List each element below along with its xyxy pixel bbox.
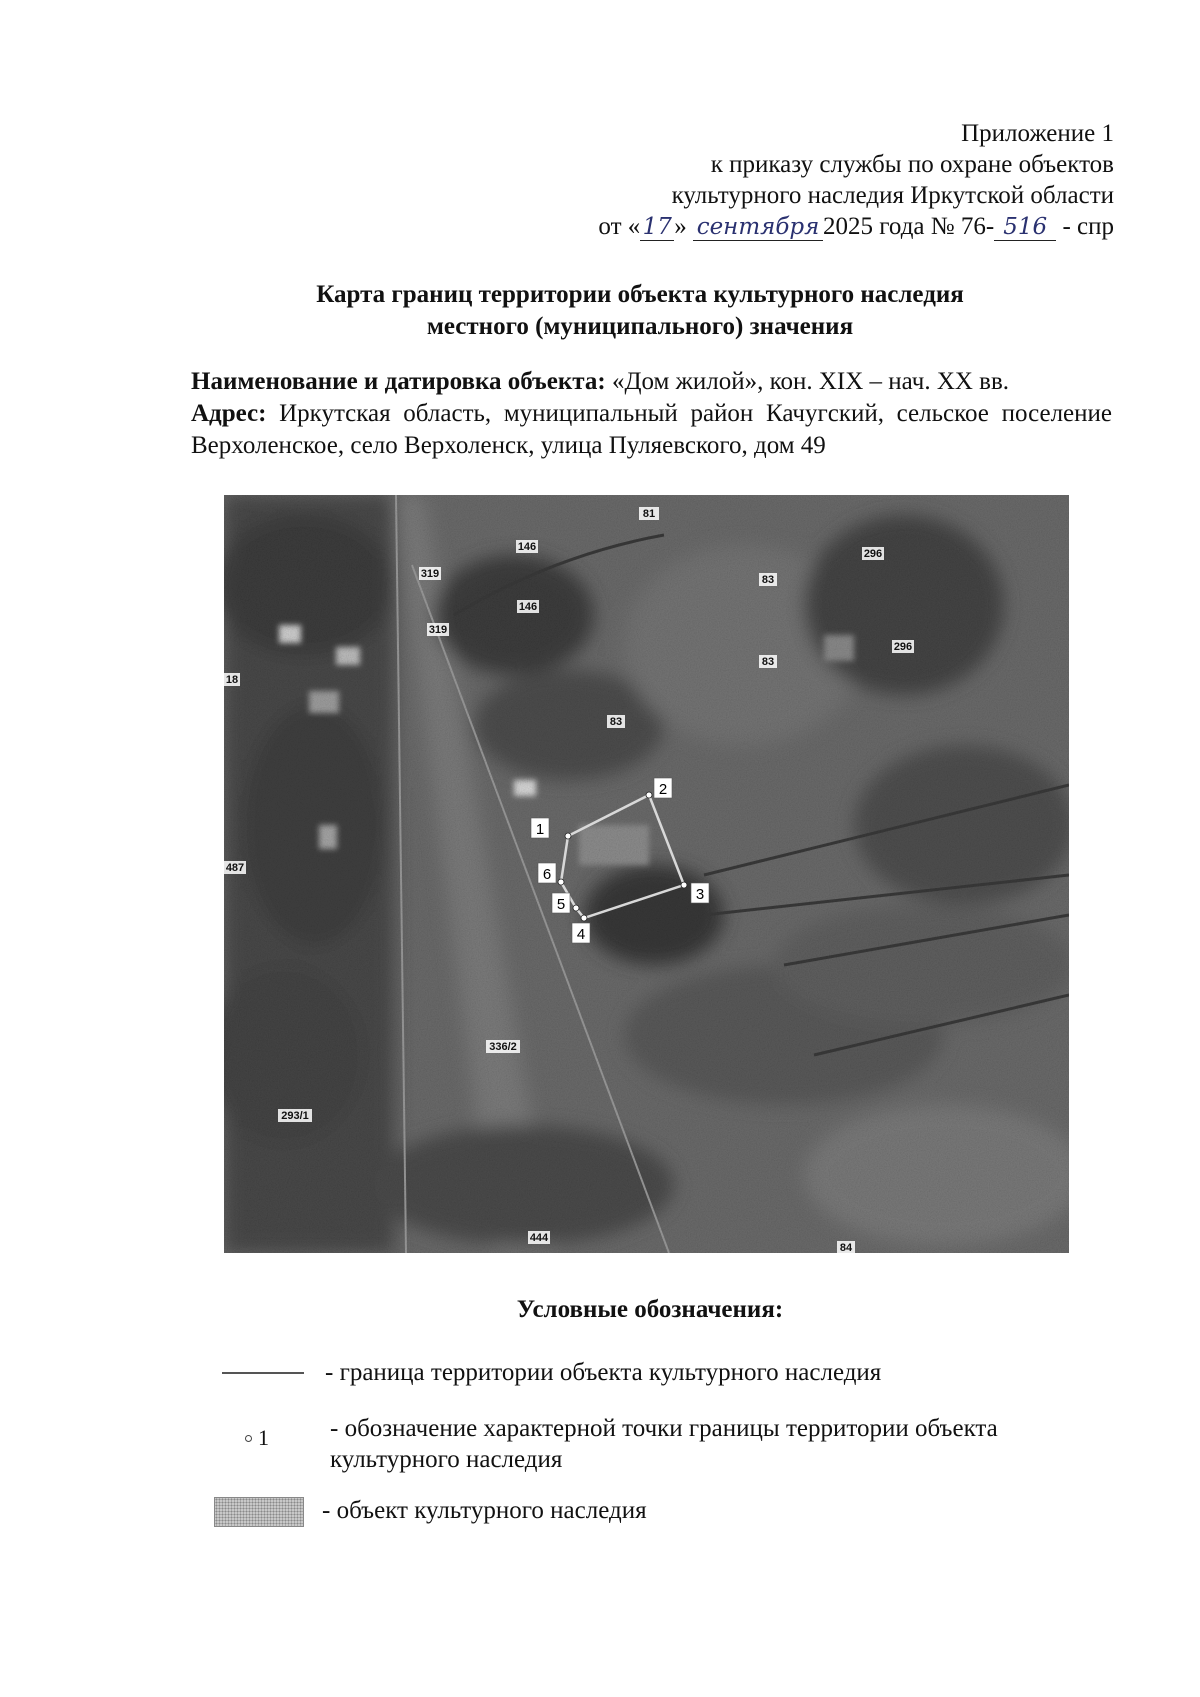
map-title-line2: местного (муниципального) значения bbox=[426, 313, 854, 340]
svg-text:3: 3 bbox=[695, 886, 705, 903]
order-suffix: - спр bbox=[1062, 213, 1114, 240]
legend-point-symbol bbox=[245, 1425, 269, 1451]
boundary-point-marker bbox=[646, 792, 652, 798]
date-prefix: от « bbox=[598, 213, 641, 240]
svg-text:296: 296 bbox=[863, 548, 883, 560]
object-address-row bbox=[191, 398, 1112, 462]
date-month-handwritten: сентября bbox=[693, 214, 823, 241]
object-address-label: Адрес: bbox=[191, 400, 267, 427]
order-number-handwritten: 516 bbox=[994, 214, 1056, 241]
boundary-point-label bbox=[654, 778, 672, 798]
object-info bbox=[191, 366, 1112, 462]
parcel-label bbox=[419, 567, 441, 580]
document-header bbox=[598, 118, 1114, 242]
boundary-point-marker bbox=[681, 882, 687, 888]
parcel-label bbox=[759, 655, 777, 668]
date-day-handwritten: 17 bbox=[640, 214, 674, 241]
svg-text:444: 444 bbox=[529, 1232, 549, 1244]
parcel-label bbox=[427, 623, 449, 636]
legend-boundary-text: - граница территории объекта культурного наследия bbox=[325, 1359, 882, 1386]
object-address-value: Иркутская область, муниципальный район Качугский, сельское поселение Верхоленское, село Верхоленск, улица Пуляевского, дом 49 bbox=[191, 400, 1112, 459]
parcel-label bbox=[837, 1241, 855, 1253]
boundary-point-label bbox=[572, 923, 590, 943]
date-year: 2025 года № 76- bbox=[823, 213, 995, 240]
satellite-map bbox=[224, 495, 1069, 1253]
map-canvas bbox=[224, 495, 1069, 1253]
svg-text:5: 5 bbox=[556, 896, 566, 913]
parcel-label bbox=[528, 1231, 550, 1244]
legend-point-text bbox=[330, 1413, 998, 1475]
point-dot-icon bbox=[245, 1435, 252, 1442]
parcel-label bbox=[607, 715, 625, 728]
boundary-point-marker bbox=[565, 833, 571, 839]
order-reference: к приказу службы по охране объектов bbox=[710, 151, 1114, 178]
svg-text:296: 296 bbox=[893, 641, 913, 653]
map-title bbox=[270, 279, 1010, 343]
object-name-row bbox=[191, 366, 1112, 398]
legend-object-text: - объект культурного наследия bbox=[322, 1497, 647, 1524]
parcel-label bbox=[486, 1040, 520, 1053]
parcel-label bbox=[516, 540, 538, 553]
map-title-line1: Карта границ территории объекта культурного наследия bbox=[316, 281, 964, 308]
legend-boundary-symbol bbox=[222, 1372, 304, 1374]
legend-point-number: 1 bbox=[258, 1425, 269, 1450]
svg-text:293/1: 293/1 bbox=[281, 1110, 309, 1122]
boundary-point-label bbox=[538, 863, 556, 883]
parcel-label bbox=[224, 861, 246, 874]
legend-title: Условные обозначения: bbox=[516, 1296, 784, 1323]
svg-text:83: 83 bbox=[761, 574, 775, 586]
order-date-line bbox=[598, 211, 1114, 242]
svg-text:83: 83 bbox=[609, 716, 623, 728]
svg-text:81: 81 bbox=[642, 508, 656, 520]
svg-text:146: 146 bbox=[518, 601, 538, 613]
svg-text:18: 18 bbox=[225, 674, 239, 686]
svg-text:146: 146 bbox=[517, 541, 537, 553]
parcel-label bbox=[224, 673, 240, 686]
boundary-point-marker bbox=[573, 905, 579, 911]
svg-text:2: 2 bbox=[658, 781, 668, 798]
boundary-point-label bbox=[531, 818, 549, 838]
svg-text:336/2: 336/2 bbox=[489, 1041, 517, 1053]
legend-point-text-line1: - обозначение характерной точки границы территории объекта bbox=[330, 1415, 998, 1442]
date-mid: » bbox=[674, 213, 687, 240]
parcel-label bbox=[759, 573, 777, 586]
boundary-point-marker bbox=[558, 879, 564, 885]
svg-text:84: 84 bbox=[839, 1242, 853, 1253]
boundary-point-marker bbox=[581, 915, 587, 921]
object-name-label: Наименование и датировка объекта: bbox=[191, 368, 606, 395]
legend-object-symbol bbox=[214, 1497, 304, 1527]
svg-text:487: 487 bbox=[225, 862, 245, 874]
boundary-point-label bbox=[552, 893, 570, 913]
legend-point-text-line2: культурного наследия bbox=[330, 1446, 563, 1473]
svg-text:319: 319 bbox=[428, 624, 448, 636]
svg-text:83: 83 bbox=[761, 656, 775, 668]
parcel-label bbox=[278, 1109, 312, 1122]
parcel-label bbox=[892, 640, 914, 653]
parcel-label bbox=[517, 600, 539, 613]
svg-text:1: 1 bbox=[535, 821, 545, 838]
svg-text:319: 319 bbox=[420, 568, 440, 580]
svg-text:4: 4 bbox=[576, 926, 586, 943]
parcel-label bbox=[639, 507, 659, 520]
object-name-value: «Дом жилой», кон. XIX – нач. XX вв. bbox=[611, 368, 1010, 395]
svg-text:6: 6 bbox=[542, 866, 552, 883]
issuing-authority: культурного наследия Иркутской области bbox=[671, 182, 1114, 209]
boundary-point-label bbox=[691, 883, 709, 903]
appendix-label: Приложение 1 bbox=[961, 120, 1114, 147]
parcel-label bbox=[862, 547, 884, 560]
